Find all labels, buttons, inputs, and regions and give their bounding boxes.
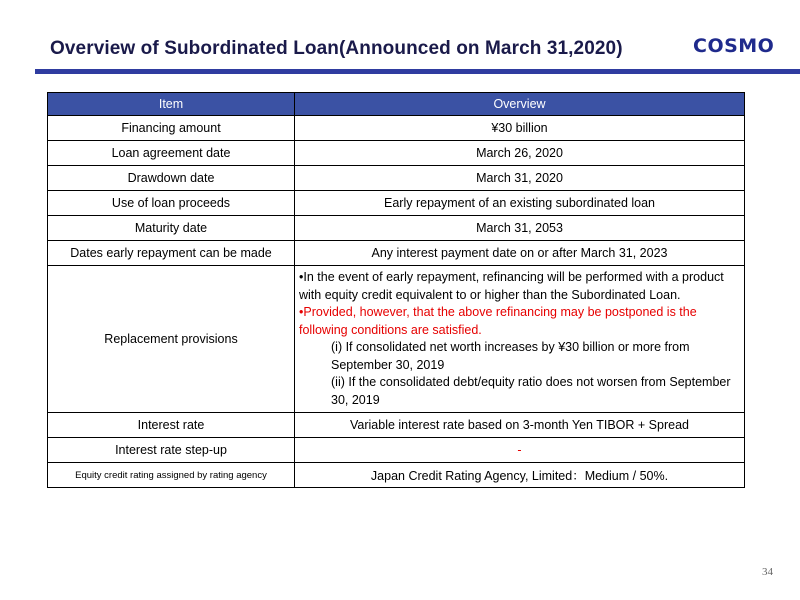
table-row — [48, 191, 745, 216]
cosmo-logo: COSMO — [693, 35, 775, 57]
row-label-loan-agreement-date: Loan agreement date — [48, 141, 295, 166]
row-value-loan-agreement-date: March 26, 2020 — [295, 141, 745, 166]
table-row — [48, 266, 745, 413]
provision-bullet-postponement: •Provided, however, that the above refinancing may be postponed is the following conditions are satisfied. — [299, 305, 697, 337]
row-label-use-of-proceeds: Use of loan proceeds — [48, 191, 295, 216]
provision-bullet-refinancing: •In the event of early repayment, refinancing will be performed with a product with equity credit equivalent to or higher than the Subordinated Loan. — [299, 270, 724, 302]
row-label-interest-step-up: Interest rate step-up — [48, 438, 295, 463]
table-row — [48, 413, 745, 438]
row-label-early-repayment-dates: Dates early repayment can be made — [48, 241, 295, 266]
row-value-early-repayment-dates: Any interest payment date on or after March 31, 2023 — [295, 241, 745, 266]
subordinated-loan-table — [47, 92, 745, 488]
table-header-row — [48, 93, 745, 116]
column-header-overview: Overview — [295, 93, 745, 116]
row-value-financing-amount: ¥30 billion — [295, 116, 745, 141]
table-row — [48, 438, 745, 463]
row-label-replacement-provisions: Replacement provisions — [48, 266, 295, 413]
title-divider — [35, 69, 800, 74]
table-row — [48, 141, 745, 166]
table-row — [48, 241, 745, 266]
table-row — [48, 216, 745, 241]
row-label-drawdown-date: Drawdown date — [48, 166, 295, 191]
row-label-equity-credit-rating: Equity credit rating assigned by rating agency — [48, 463, 295, 488]
page-title: Overview of Subordinated Loan(Announced on March 31,2020) — [50, 38, 623, 59]
row-value-replacement-provisions — [295, 266, 745, 413]
table-row — [48, 463, 745, 488]
row-value-maturity-date: March 31, 2053 — [295, 216, 745, 241]
provision-condition-net-worth: (i) If consolidated net worth increases by ¥30 billion or more from September 30, 2019 — [331, 340, 690, 372]
row-label-interest-rate: Interest rate — [48, 413, 295, 438]
row-value-interest-rate: Variable interest rate based on 3-month Yen TIBOR + Spread — [295, 413, 745, 438]
row-label-maturity-date: Maturity date — [48, 216, 295, 241]
row-value-drawdown-date: March 31, 2020 — [295, 166, 745, 191]
row-value-use-of-proceeds: Early repayment of an existing subordinated loan — [295, 191, 745, 216]
row-value-interest-step-up: - — [295, 438, 745, 463]
table-row — [48, 166, 745, 191]
row-value-equity-credit-rating: Japan Credit Rating Agency, Limited：Medium / 50%. — [295, 463, 745, 488]
row-label-financing-amount: Financing amount — [48, 116, 295, 141]
table-row — [48, 116, 745, 141]
page-number: 34 — [762, 566, 773, 578]
provision-condition-debt-equity: (ii) If the consolidated debt/equity ratio does not worsen from September 30, 2019 — [331, 375, 731, 407]
column-header-item: Item — [48, 93, 295, 116]
